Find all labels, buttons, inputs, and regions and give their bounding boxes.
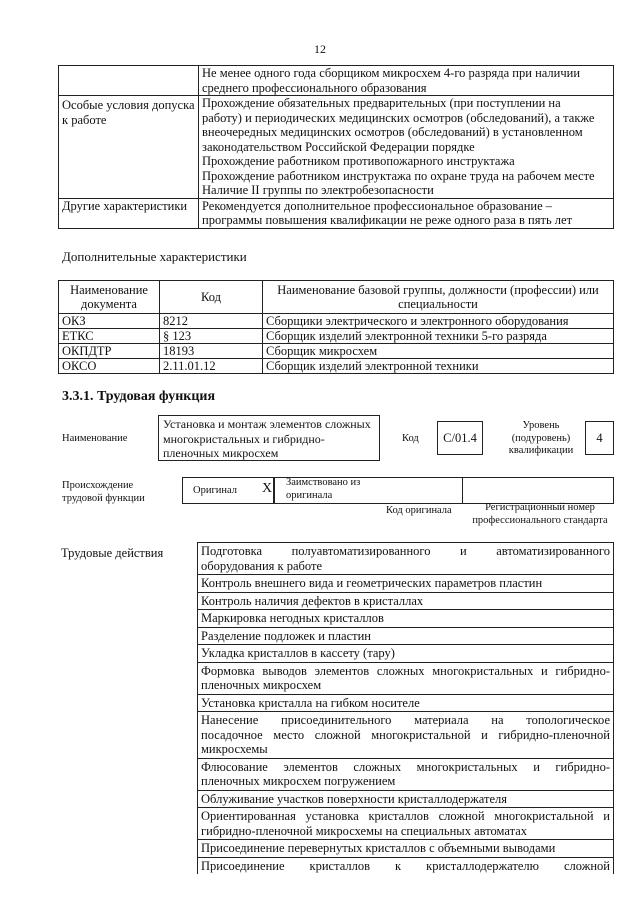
table-cell: 2.11.01.12 [160, 359, 263, 374]
row-text: Рекомендуется дополнительное профессиональное образование – [202, 198, 553, 213]
list-item: Облуживание участков поверхности кристаллодержателя [198, 790, 614, 808]
list-item: Контроль внешнего вида и геометрических параметров пластин [198, 575, 614, 593]
table-cell: 18193 [160, 344, 263, 359]
table-cell: Сборщики электрического и электронного оборудования [263, 314, 614, 329]
row-label: Особые условия допуска к работе [59, 96, 199, 199]
table-row [59, 198, 614, 228]
code-original-label: Код оригинала [386, 505, 452, 516]
table-cell: 8212 [160, 314, 263, 329]
row-text: Прохождение работником инструктажа по охране труда на рабочем месте [202, 168, 595, 183]
table-row [59, 314, 614, 329]
list-item: Контроль наличия дефектов в кристаллах [198, 592, 614, 610]
column-header: Наименование документа [59, 281, 160, 314]
list-item: Подготовка полуавтоматизированного и автоматизированного оборудования к работе [198, 543, 614, 575]
page-number: 12 [314, 42, 326, 56]
level-label: Уровень (подуровень) квалификации [508, 420, 574, 456]
column-header: Код [160, 281, 263, 314]
name-label: Наименование [62, 433, 128, 444]
table-cell: Сборщик микросхем [263, 344, 614, 359]
table-row [59, 329, 614, 344]
table-cell: ОКЗ [59, 314, 160, 329]
original-label: Оригинал [193, 485, 237, 496]
list-item: Разделение подложек и пластин [198, 627, 614, 645]
column-header: Наименование базовой группы, должности (профессии) или специальности [263, 281, 614, 314]
row-label [59, 66, 199, 96]
table-cell: Сборщик изделий электронной техники 5-го разряда [263, 329, 614, 344]
row-text: Прохождение обязательных предварительных (при поступлении на [202, 96, 561, 110]
requirements-table [58, 65, 614, 229]
list-item: Маркировка негодных кристаллов [198, 610, 614, 628]
section-heading: 3.3.1. Трудовая функция [62, 389, 216, 404]
table-cell: ЕТКС [59, 329, 160, 344]
table-cell: ОКСО [59, 359, 160, 374]
table-row [59, 96, 614, 199]
labor-actions-label: Трудовые действия [61, 545, 164, 560]
table-cell: ОКПДТР [59, 344, 160, 359]
labor-actions-table [58, 542, 614, 874]
list-item: Формовка выводов элементов сложных многокристальных и гибридно- пленочных микросхем [198, 662, 614, 694]
origin-label: Происхождение трудовой функции [62, 480, 145, 504]
row-text: Не менее одного года сборщиком микросхем 4-го разряда при наличии [202, 66, 581, 80]
function-name-box: Установка и монтаж элементов сложных многокристальных и гибридно-пленочных микросхем [158, 415, 380, 461]
list-item: Установка кристалла на гибком носителе [198, 694, 614, 712]
borrowed-label: Заимствовано из оригинала [286, 477, 361, 501]
row-label: Другие характеристики [59, 198, 199, 228]
row-text: законодательством Российской Федерации порядке [202, 139, 475, 154]
table-cell: § 123 [160, 329, 263, 344]
list-item: Присоединение кристаллов к кристаллодержателю сложной [198, 857, 614, 874]
row-text: работу) и периодических медицинских осмотров (обследований), а также [202, 110, 595, 125]
code-label: Код [402, 433, 419, 444]
reg-number-label: Регистрационный номер профессионального стандарта [472, 502, 608, 526]
table-cell: Сборщик изделий электронной техники [263, 359, 614, 374]
row-text: Наличие II группы по электробезопасности [202, 183, 434, 197]
list-item: Укладка кристаллов в кассету (тару) [198, 645, 614, 663]
list-item: Ориентированная установка кристаллов сложной многокристальной и гибридно-пленочной микросхемы на специальных автоматах [198, 808, 614, 840]
list-item: Флюсование элементов сложных многокристальных и гибридно- пленочных микросхем погружением [198, 758, 614, 790]
level-box: 4 [585, 421, 614, 455]
row-text: программы повышения квалификации не реже одного раза в пять лет [202, 213, 573, 227]
reg-number-box [462, 477, 614, 504]
row-text: Прохождение работником противопожарного инструктажа [202, 154, 515, 168]
list-item: Нанесение присоединительного материала на топологическое посадочное место сложной многокристальной и гибридно-пленочной микросхемы [198, 712, 614, 759]
table-header-row [59, 281, 614, 314]
original-mark: X [262, 481, 273, 496]
list-item: Присоединение перевернутых кристаллов с объемными выводами [198, 840, 614, 858]
table-row [59, 359, 614, 374]
row-text: внеочередных медицинских осмотров (обследований) в установленном [202, 125, 583, 139]
extra-characteristics-title: Дополнительные характеристики [62, 249, 247, 264]
table-row [58, 543, 614, 575]
row-text: среднего профессионального образования [202, 80, 427, 95]
function-code-box: C/01.4 [437, 421, 483, 455]
table-row [59, 66, 614, 96]
classifier-table [58, 280, 614, 374]
table-row [59, 344, 614, 359]
